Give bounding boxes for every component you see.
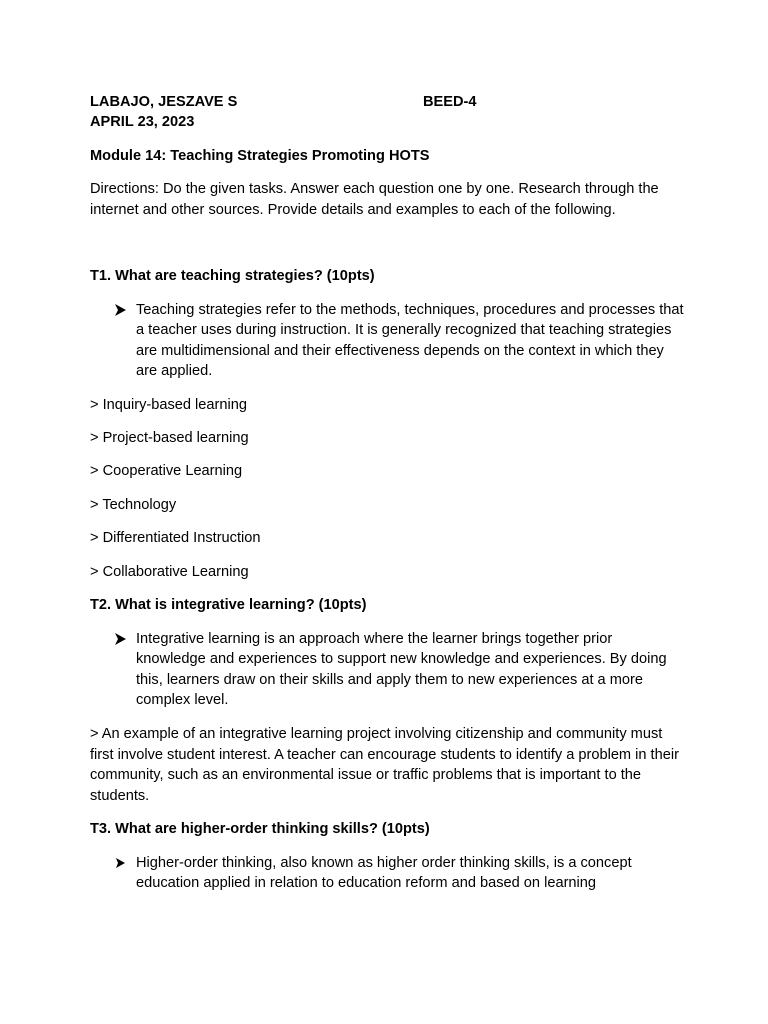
arrowhead-bullet-icon (113, 853, 129, 873)
student-name: LABAJO, JESZAVE S (90, 94, 238, 110)
t1-list-item: > Cooperative Learning (90, 463, 243, 479)
t1-list-item: > Collaborative Learning (90, 564, 249, 580)
t2-example-paragraph: > An example of an integrative learning project involving citizenship and community must first involve student interest. A teacher can encourage students to identify a problem in their community, such as an environmental issue or traffic problems that is important to the students. (90, 726, 679, 804)
course-code: BEED-4 (423, 94, 477, 110)
t1-list-item: > Technology (90, 497, 177, 513)
t1-list-item: > Differentiated Instruction (90, 530, 261, 546)
module-title: Module 14: Teaching Strategies Promoting HOTS (90, 148, 430, 164)
document-date: APRIL 23, 2023 (90, 114, 195, 130)
t1-answer-text: Teaching strategies refer to the methods, techniques, procedures and processes that a teacher uses during instruction. It is generally recognized that teaching strategies are multidimensional and their effectiveness depends on the context in which they are applied. (136, 302, 684, 379)
t2-question: T2. What is integrative learning? (10pts) (90, 597, 367, 613)
arrowhead-bullet-icon (113, 629, 129, 649)
directions-paragraph: Directions: Do the given tasks. Answer each question one by one. Research through the internet and other sources. Provide details and examples to each of the following. (90, 181, 659, 218)
t3-question: T3. What are higher-order thinking skills? (10pts) (90, 821, 430, 837)
t1-list-item: > Inquiry-based learning (90, 397, 247, 413)
t1-question: T1. What are teaching strategies? (10pts) (90, 268, 375, 284)
t2-answer-text: Integrative learning is an approach where the learner brings together prior knowledge and experiences to support new knowledge and experiences. By doing this, learners draw on their skills and apply them to new experiences at a more complex level. (136, 631, 667, 708)
arrowhead-bullet-icon (113, 300, 129, 320)
t3-answer-text: Higher-order thinking, also known as higher order thinking skills, is a concept education applied in relation to education reform and based on learning (136, 855, 632, 892)
t1-list-item: > Project-based learning (90, 430, 249, 446)
